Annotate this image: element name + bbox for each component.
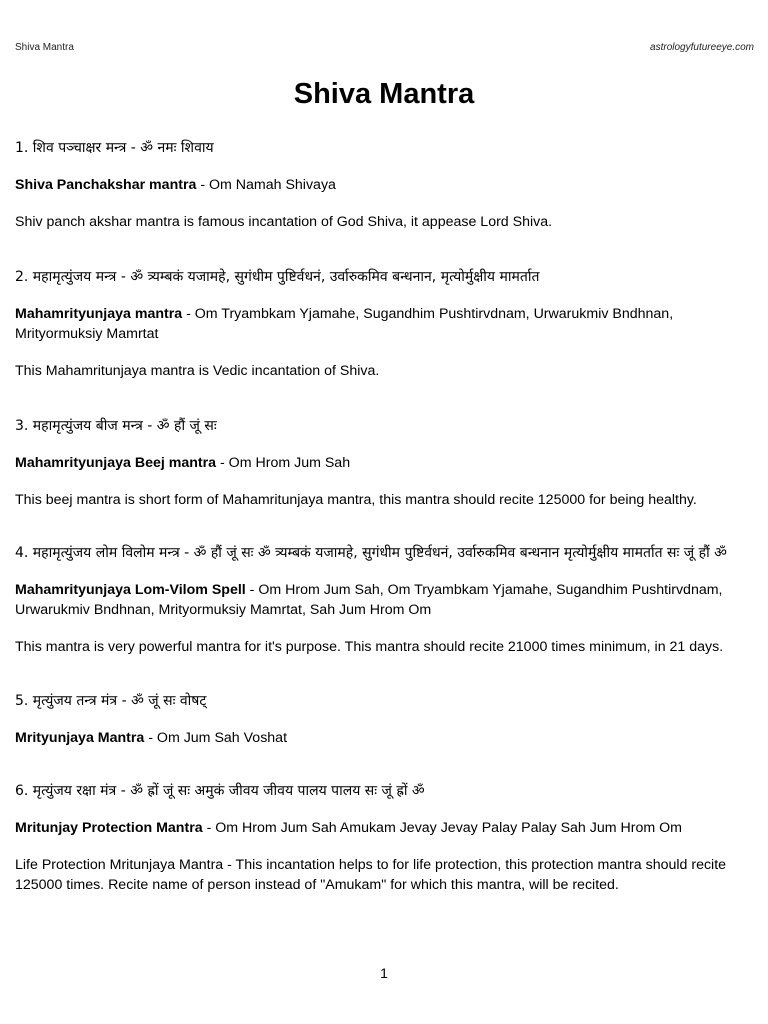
mantra-4-text: - Om Hrom Jum Sah, Om Tryambkam Yjamahe, Sugandhim Pushtirvdnam, Urwarukmiv Bndhnan, Mrityormuksiy Mamrtat, Sah Jum Hrom Om <box>15 582 723 618</box>
mantra-1-text: - Om Namah Shivaya <box>196 177 336 193</box>
mantra-3-hindi: 3. महामृत्युंजय बीज मन्त्र - ॐ हौं जूं सः <box>15 418 217 434</box>
mantra-3-description: This beej mantra is short form of Mahamritunjaya mantra, this mantra should recite 125000 for being healthy. <box>15 492 697 508</box>
page-number: 1 <box>380 965 388 981</box>
mantra-3-english <box>15 453 755 473</box>
mantra-1-hindi: 1. शिव पञ्चाक्षर मन्त्र - ॐ नमः शिवाय <box>15 140 214 156</box>
mantra-5-name: Mrityunjaya Mantra <box>15 730 145 746</box>
mantra-6-name: Mritunjay Protection Mantra <box>15 820 203 836</box>
mantra-2-hindi: 2. महामृत्युंजय मन्त्र - ॐ त्र्यम्बकं यजामहे, सुगंधीम पुष्टिर्वधनं, उर्वारुकमिव बन्धनान, मृत्योर्मुक्षीय मामर्तात <box>15 269 540 285</box>
mantra-5-text: - Om Jum Sah Voshat <box>144 730 288 746</box>
mantra-6-description: Life Protection Mritunjaya Mantra - This incantation helps to for life protection, this protection mantra should recite 125000 times. Recite name of person instead of "Amukam" for which this mantra, will be recited. <box>15 857 727 893</box>
mantra-2-text: - Om Tryambkam Yjamahe, Sugandhim Pushtirvdnam, Urwarukmiv Bndhnan, Mrityormuksiy Mamrtat <box>15 306 674 342</box>
mantra-1-description: Shiv panch akshar mantra is famous incantation of God Shiva, it appease Lord Shiva. <box>15 214 553 230</box>
mantra-2-description: This Mahamritunjaya mantra is Vedic incantation of Shiva. <box>15 363 380 379</box>
document-body <box>15 138 755 895</box>
mantra-5-english <box>15 728 755 748</box>
header-site-url[interactable]: astrologyfutureeye.com <box>650 42 754 53</box>
header-site-title: Shiva Mantra <box>15 42 74 53</box>
mantra-6-english <box>15 818 755 838</box>
mantra-2-name: Mahamrityunjaya mantra <box>15 306 183 322</box>
mantra-4-name: Mahamrityunjaya Lom-Vilom Spell <box>15 582 246 598</box>
mantra-4-description: This mantra is very powerful mantra for it's purpose. This mantra should recite 21000 times minimum, in 21 days. <box>15 639 724 655</box>
mantra-3-text: - Om Hrom Jum Sah <box>216 455 351 471</box>
mantra-1-english <box>15 175 755 195</box>
page-title: Shiva Mantra <box>293 78 475 110</box>
mantra-4-english <box>15 580 755 620</box>
mantra-6-text: - Om Hrom Jum Sah Amukam Jevay Jevay Palay Palay Sah Jum Hrom Om <box>202 820 682 836</box>
mantra-5-hindi: 5. मृत्युंजय तन्त्र मंत्र - ॐ जूं सः वोषट् <box>15 693 207 709</box>
mantra-2-english <box>15 304 755 344</box>
mantra-3-name: Mahamrityunjaya Beej mantra <box>15 455 217 471</box>
mantra-1-name: Shiva Panchakshar mantra <box>15 177 197 193</box>
mantra-6-hindi: 6. मृत्युंजय रक्षा मंत्र - ॐ ह्रों जूं सः अमुकं जीवय जीवय पालय पालय सः जूं ह्रों ॐ <box>15 783 425 799</box>
mantra-4-hindi: 4. महामृत्युंजय लोम विलोम मन्त्र - ॐ हौं जूं सः ॐ त्र्यम्बकं यजामहे, सुगंधीम पुष्टिर्वधनं, उर्वारुकमिव बन्धनान मृत्योर्मुक्षीय मामर्तात सः जूं हौं ॐ <box>15 545 727 561</box>
